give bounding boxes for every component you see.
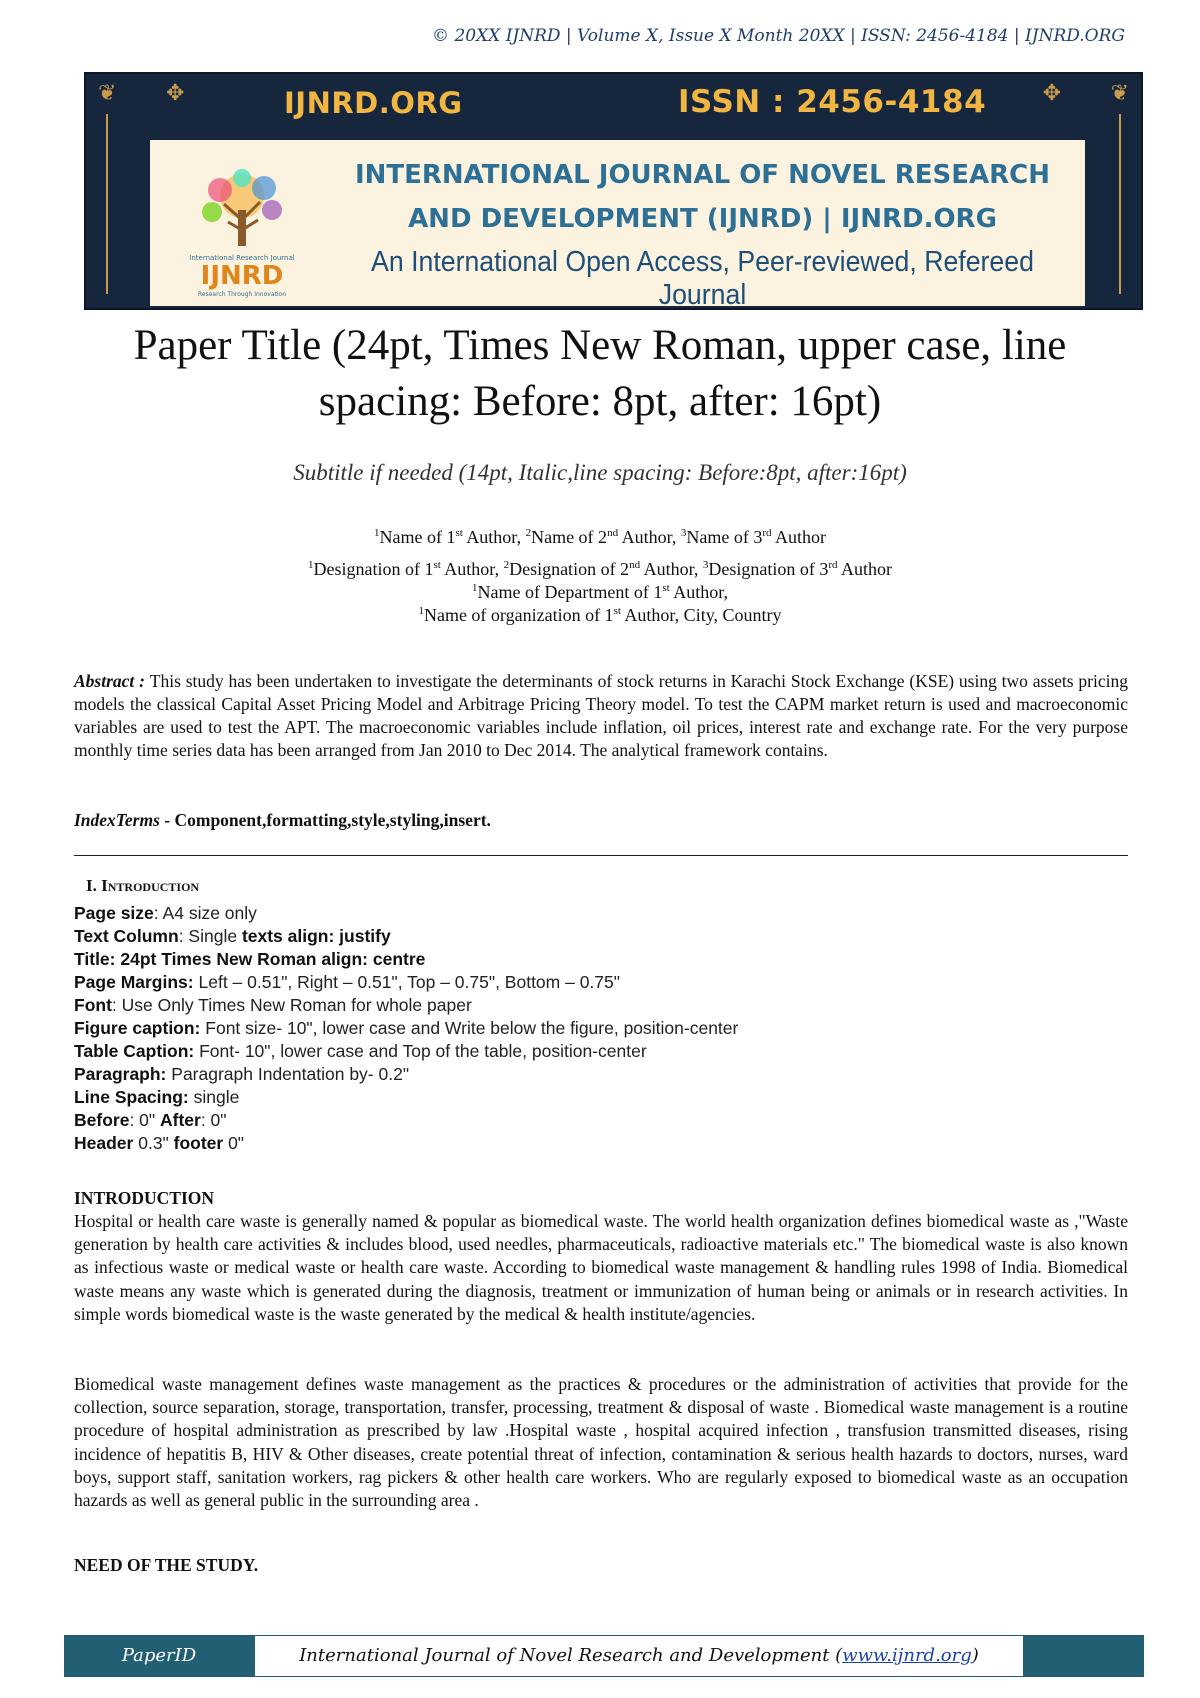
header-citation: © 20XX IJNRD | Volume X, Issue X Month 20XX | ISSN: 2456-4184 | IJNRD.ORG	[432, 26, 1125, 46]
ijnrd-tree-logo-icon	[172, 160, 312, 300]
guideline-line: Table Caption: Font- 10", lower case and Top of the table, position-center	[74, 1041, 647, 1061]
abstract-label: Abstract :	[74, 671, 150, 691]
guideline-line: Line Spacing: single	[74, 1087, 240, 1107]
index-terms-text: Component,formatting,style,styling,insert.	[174, 810, 491, 830]
guideline-line: Title: 24pt Times New Roman align: centre	[74, 949, 426, 969]
paper-title	[70, 318, 1130, 430]
logo-bottom-text: Research Through Innovation	[198, 291, 286, 298]
introduction-heading: INTRODUCTION	[74, 1188, 215, 1208]
ornament-icon: ❦	[1110, 80, 1129, 105]
guideline-line: Figure caption: Font size- 10", lower case and Write below the figure, position-center	[74, 1018, 739, 1038]
banner-divider	[106, 114, 108, 294]
guideline-line: Page size: A4 size only	[74, 903, 257, 923]
banner-title-panel	[150, 140, 1085, 311]
banner-title-line2: AND DEVELOPMENT (IJNRD) | IJNRD.ORG	[408, 204, 997, 234]
footer-end-cell	[1024, 1635, 1144, 1677]
department-line: $^1$Name of Department of 1st Author,	[471, 582, 729, 602]
guideline-line: Header 0.3" footer 0"	[74, 1133, 245, 1153]
index-terms: IndexTerms - Component,formatting,style,styling,insert.	[74, 810, 491, 830]
guideline-line: Before: 0" After: 0"	[74, 1110, 227, 1130]
need-of-study-heading: NEED OF THE STUDY.	[74, 1555, 259, 1575]
ornament-icon: ✥	[166, 80, 185, 105]
section-heading-introduction: I. Introduction	[86, 876, 200, 895]
guideline-line: Paragraph: Paragraph Indentation by- 0.2"	[74, 1064, 410, 1084]
abstract	[74, 670, 1128, 762]
page-footer	[64, 1635, 1144, 1679]
ornament-icon: ✥	[1042, 80, 1061, 105]
designation-line: $^1$Designation of 1st Author, $^2$Designation of 2nd Author, $^3$Designation of 3rd Author	[307, 559, 893, 579]
abstract-text: This study has been undertaken to investigate the determinants of stock returns in Karachi Stock Exchange (KSE) using two assets pricing models the classical Capital Asset Pricing Model and Arbitrage Pricing Theory model. To test the CAPM market return is used and macroeconomic variables are used to test the APT. The macroeconomic variables include inflation, oil prices, interest rate and exchange rate. For the very purpose monthly time series data has been arranged from Jan 2010 to Dec 2014. The analytical framework contains.	[74, 671, 1128, 760]
ornament-icon: ❦	[98, 80, 117, 105]
logo-name-text: IJNRD	[200, 261, 284, 291]
organization-line: $^1$Name of organization of 1st Author, City, Country	[418, 605, 782, 625]
journal-banner	[84, 72, 1143, 310]
footer-paper-id: PaperID	[121, 1645, 197, 1666]
banner-title-line1: INTERNATIONAL JOURNAL OF NOVEL RESEARCH	[354, 160, 1051, 190]
guideline-line: Page Margins: Left – 0.51", Right – 0.51", Top – 0.75", Bottom – 0.75"	[74, 972, 620, 992]
guideline-line: Font: Use Only Times New Roman for whole paper	[74, 995, 472, 1015]
body-paragraph-2: Biomedical waste management defines waste management as the practices & procedures or the administration of activities that provide for the collection, source separation, storage, transportation, transfer, processing, treatment & disposal of waste . Biomedical waste management is a routine procedure of hospital administration as prescribed by law .Hospital waste , hospital acquired infection , transfusion transmitted diseases, rising incidence of hepatitis B, HIV & Other diseases, create potential threat of infection, contamination & serious health hazards to doctors, nurses, ward boys, support staff, sanitation workers, rag pickers & other health care workers. Who are regularly exposed to biomedical waste as an occupation hazards as well as general public in the surrounding area .	[74, 1374, 1128, 1511]
banner-site[interactable]: IJNRD.ORG	[284, 86, 463, 120]
paper-title-line2: spacing: Before: 8pt, after: 16pt)	[318, 378, 882, 425]
author-line: $^1$Name of 1st Author, $^2$Name of 2nd Author, $^3$Name of 3rd Author	[373, 527, 827, 547]
banner-divider	[1119, 114, 1121, 294]
body-paragraph-1: Hospital or health care waste is generally named & popular as biomedical waste. The world health organization defines biomedical waste as ,"Waste generation by health care activities & includes blood, used needles, pharmaceuticals, radioactive materials etc." The biomedical waste is also known as infectious waste or medical waste or health care waste. According to biomedical waste management & handling rules 1998 of India. Biomedical waste means any waste which is generated during the diagnosis, treatment or immunization of human being or animals or in research activities. In simple words biomedical waste is the waste generated by the medical & health institute/agencies.	[74, 1211, 1128, 1324]
section-divider	[74, 855, 1128, 856]
footer-link[interactable]: www.ijnrd.org	[842, 1645, 972, 1666]
banner-issn: ISSN : 2456-4184	[678, 84, 987, 120]
paper-subtitle: Subtitle if needed (14pt, Italic,line spacing: Before:8pt, after:16pt)	[293, 460, 907, 485]
paper-title-line1: Paper Title (24pt, Times New Roman, upper case, line	[133, 322, 1067, 369]
guideline-line: Text Column: Single texts align: justify	[74, 926, 391, 946]
footer-journal: International Journal of Novel Research and Development (www.ijnrd.org)	[254, 1635, 1024, 1677]
index-terms-label: IndexTerms	[74, 810, 160, 830]
formatting-guidelines	[74, 902, 1128, 1155]
logo-top-text: International Research Journal	[189, 254, 295, 262]
banner-tagline: An International Open Access, Peer-reviewed, Refereed Journal	[371, 246, 1034, 311]
